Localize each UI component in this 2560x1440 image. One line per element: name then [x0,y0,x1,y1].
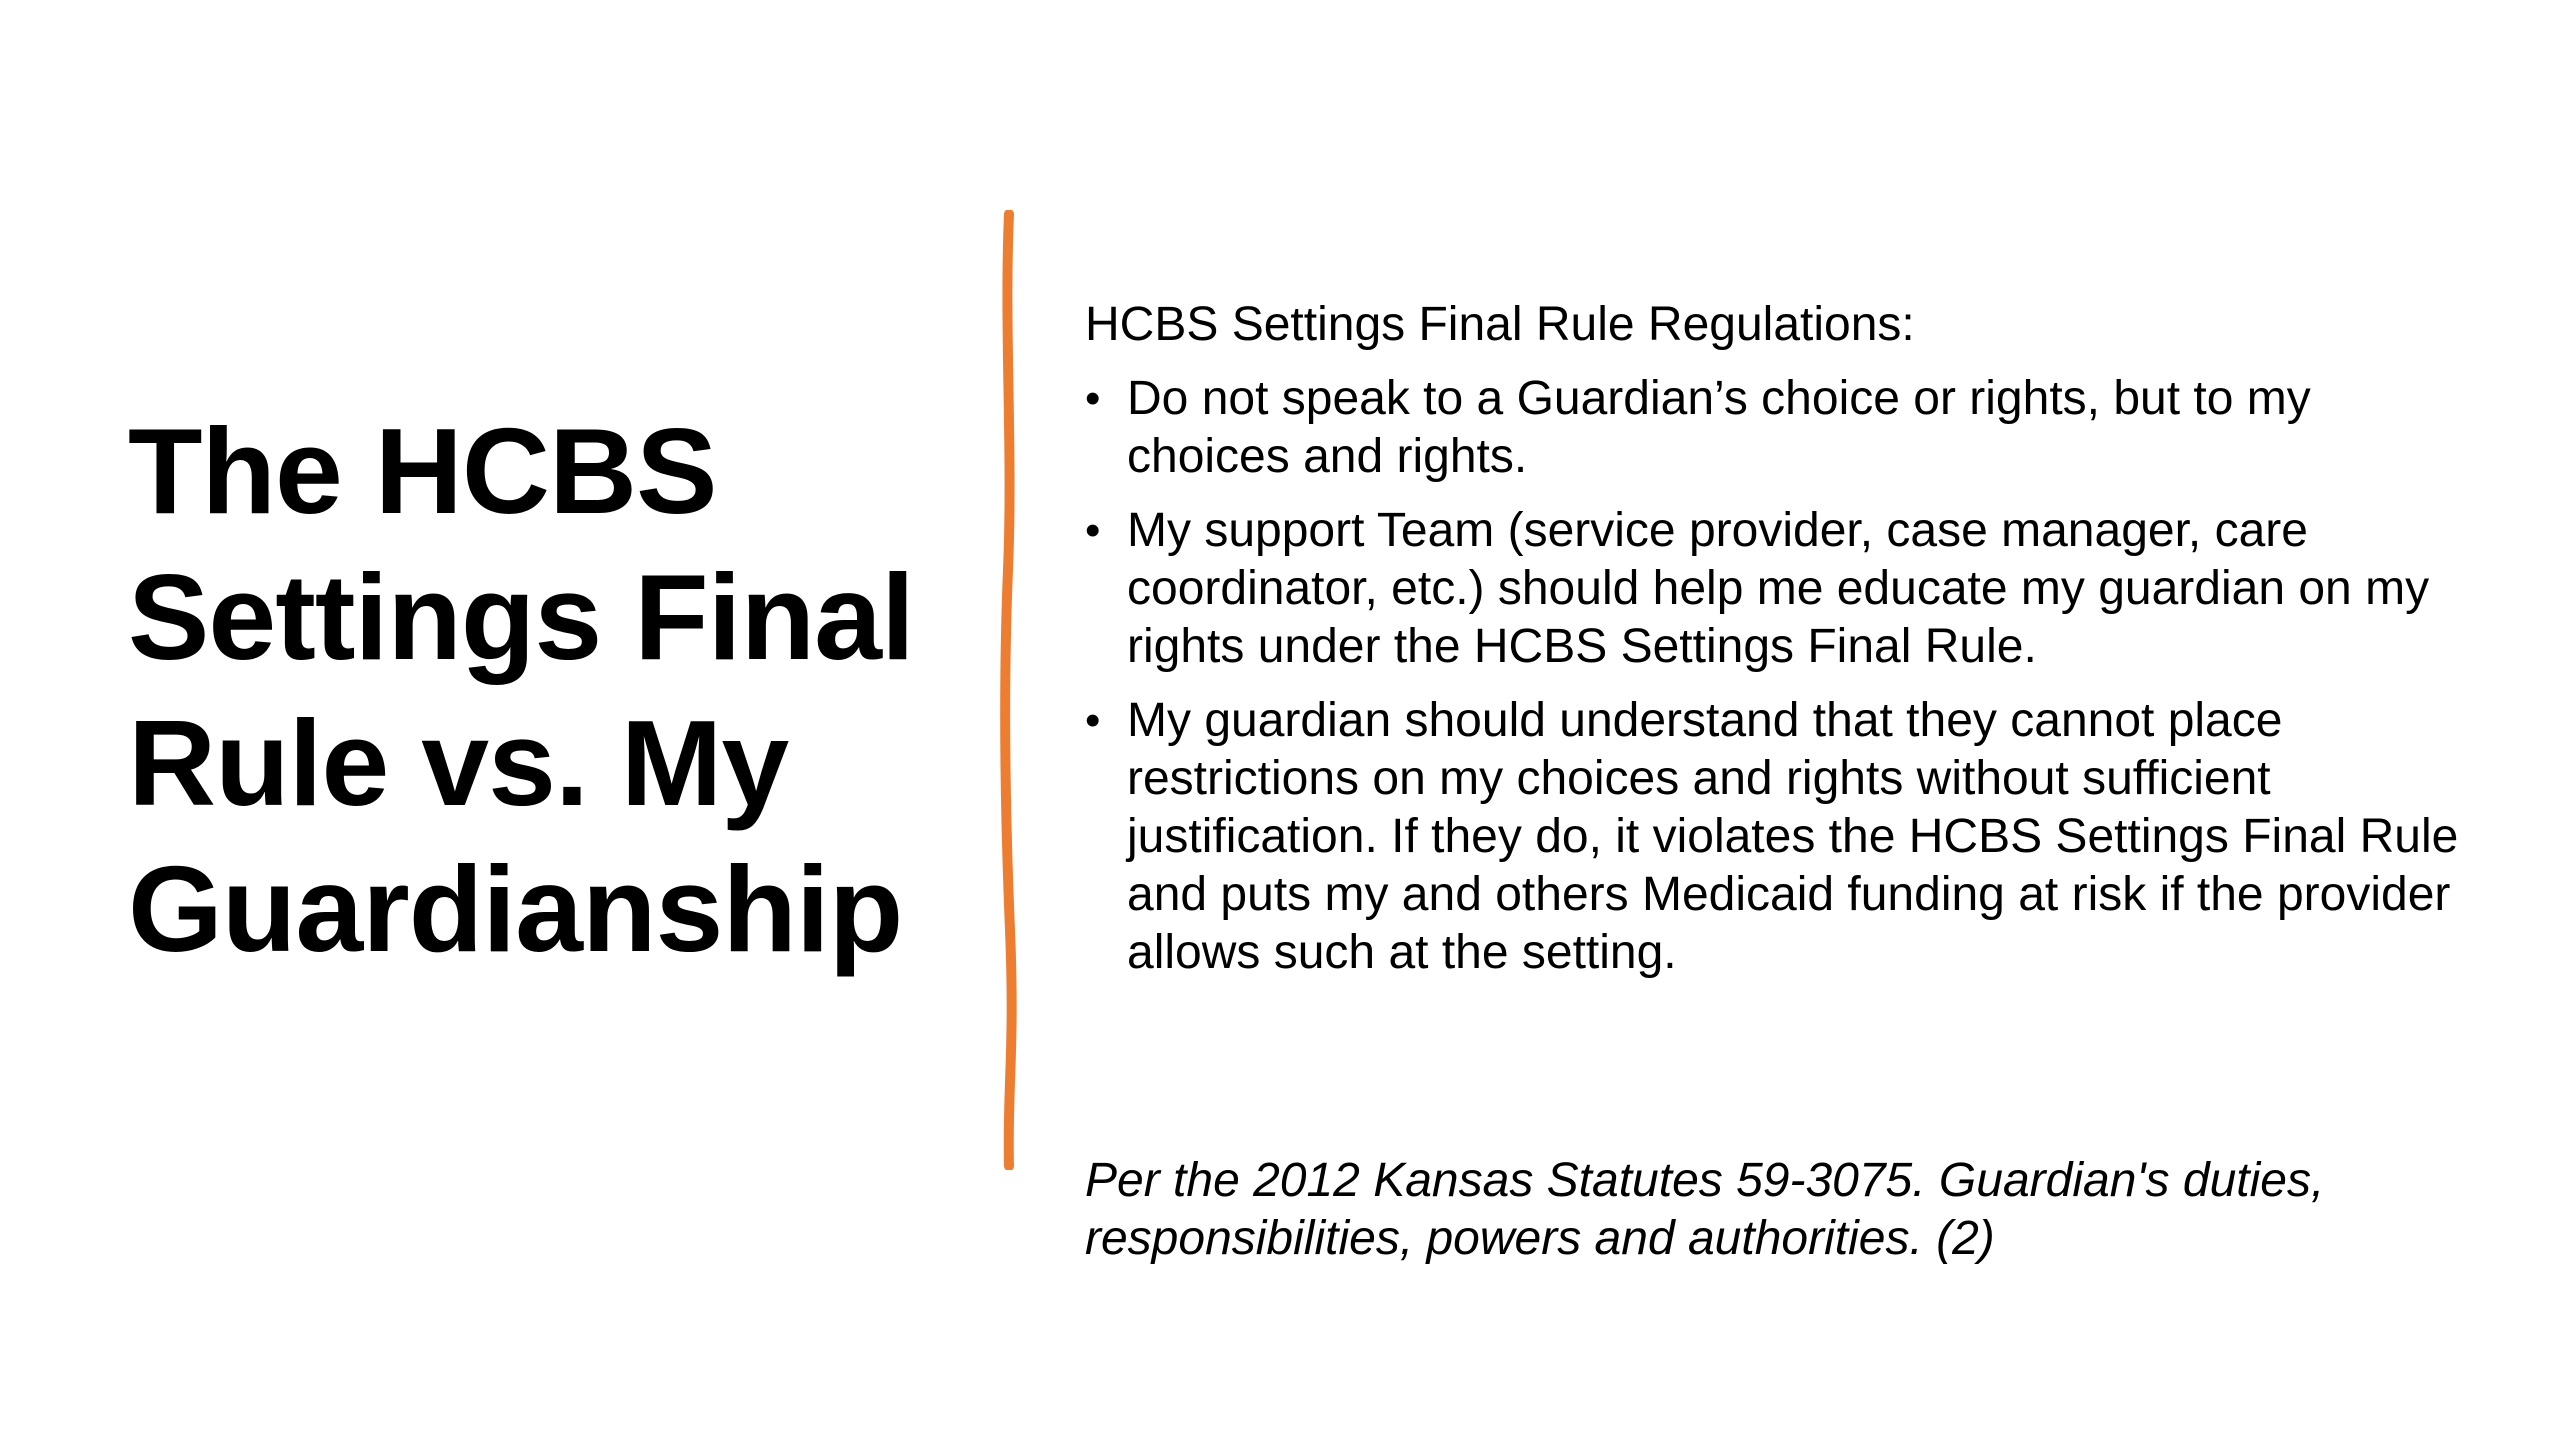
regulations-intro: HCBS Settings Final Rule Regulations: [1085,298,1915,351]
bullet-icon: • [1085,696,1101,745]
list-item [1085,692,2485,982]
statute-citation: Per the 2012 Kansas Statutes 59-3075. Guardian's duties, responsibilities, powers and authorities. (2) [1085,1154,2325,1265]
list-item-text: My support Team (service provider, case manager, care coordinator, etc.) should help me educate my guardian on my rights under the HCBS Settings Final Rule. [1127,504,2430,673]
bullet-icon: • [1085,374,1101,423]
content-block [1085,296,2485,998]
regulations-list [1085,370,2485,982]
list-item-text: My guardian should understand that they cannot place restrictions on my choices and rights without sufficient justification. If they do, it violates the HCBS Settings Final Rule and puts my and others Medicaid funding at risk if the provider allows such at the setting. [1127,694,2459,979]
slide-title: The HCBS Settings Final Rule vs. My Guardianship [128,403,914,977]
list-item [1085,502,2485,676]
list-item-text: Do not speak to a Guardian’s choice or rights, but to my choices and rights. [1127,372,2311,483]
vertical-divider [998,210,1020,1170]
bullet-icon: • [1085,506,1101,555]
list-item [1085,370,2485,486]
